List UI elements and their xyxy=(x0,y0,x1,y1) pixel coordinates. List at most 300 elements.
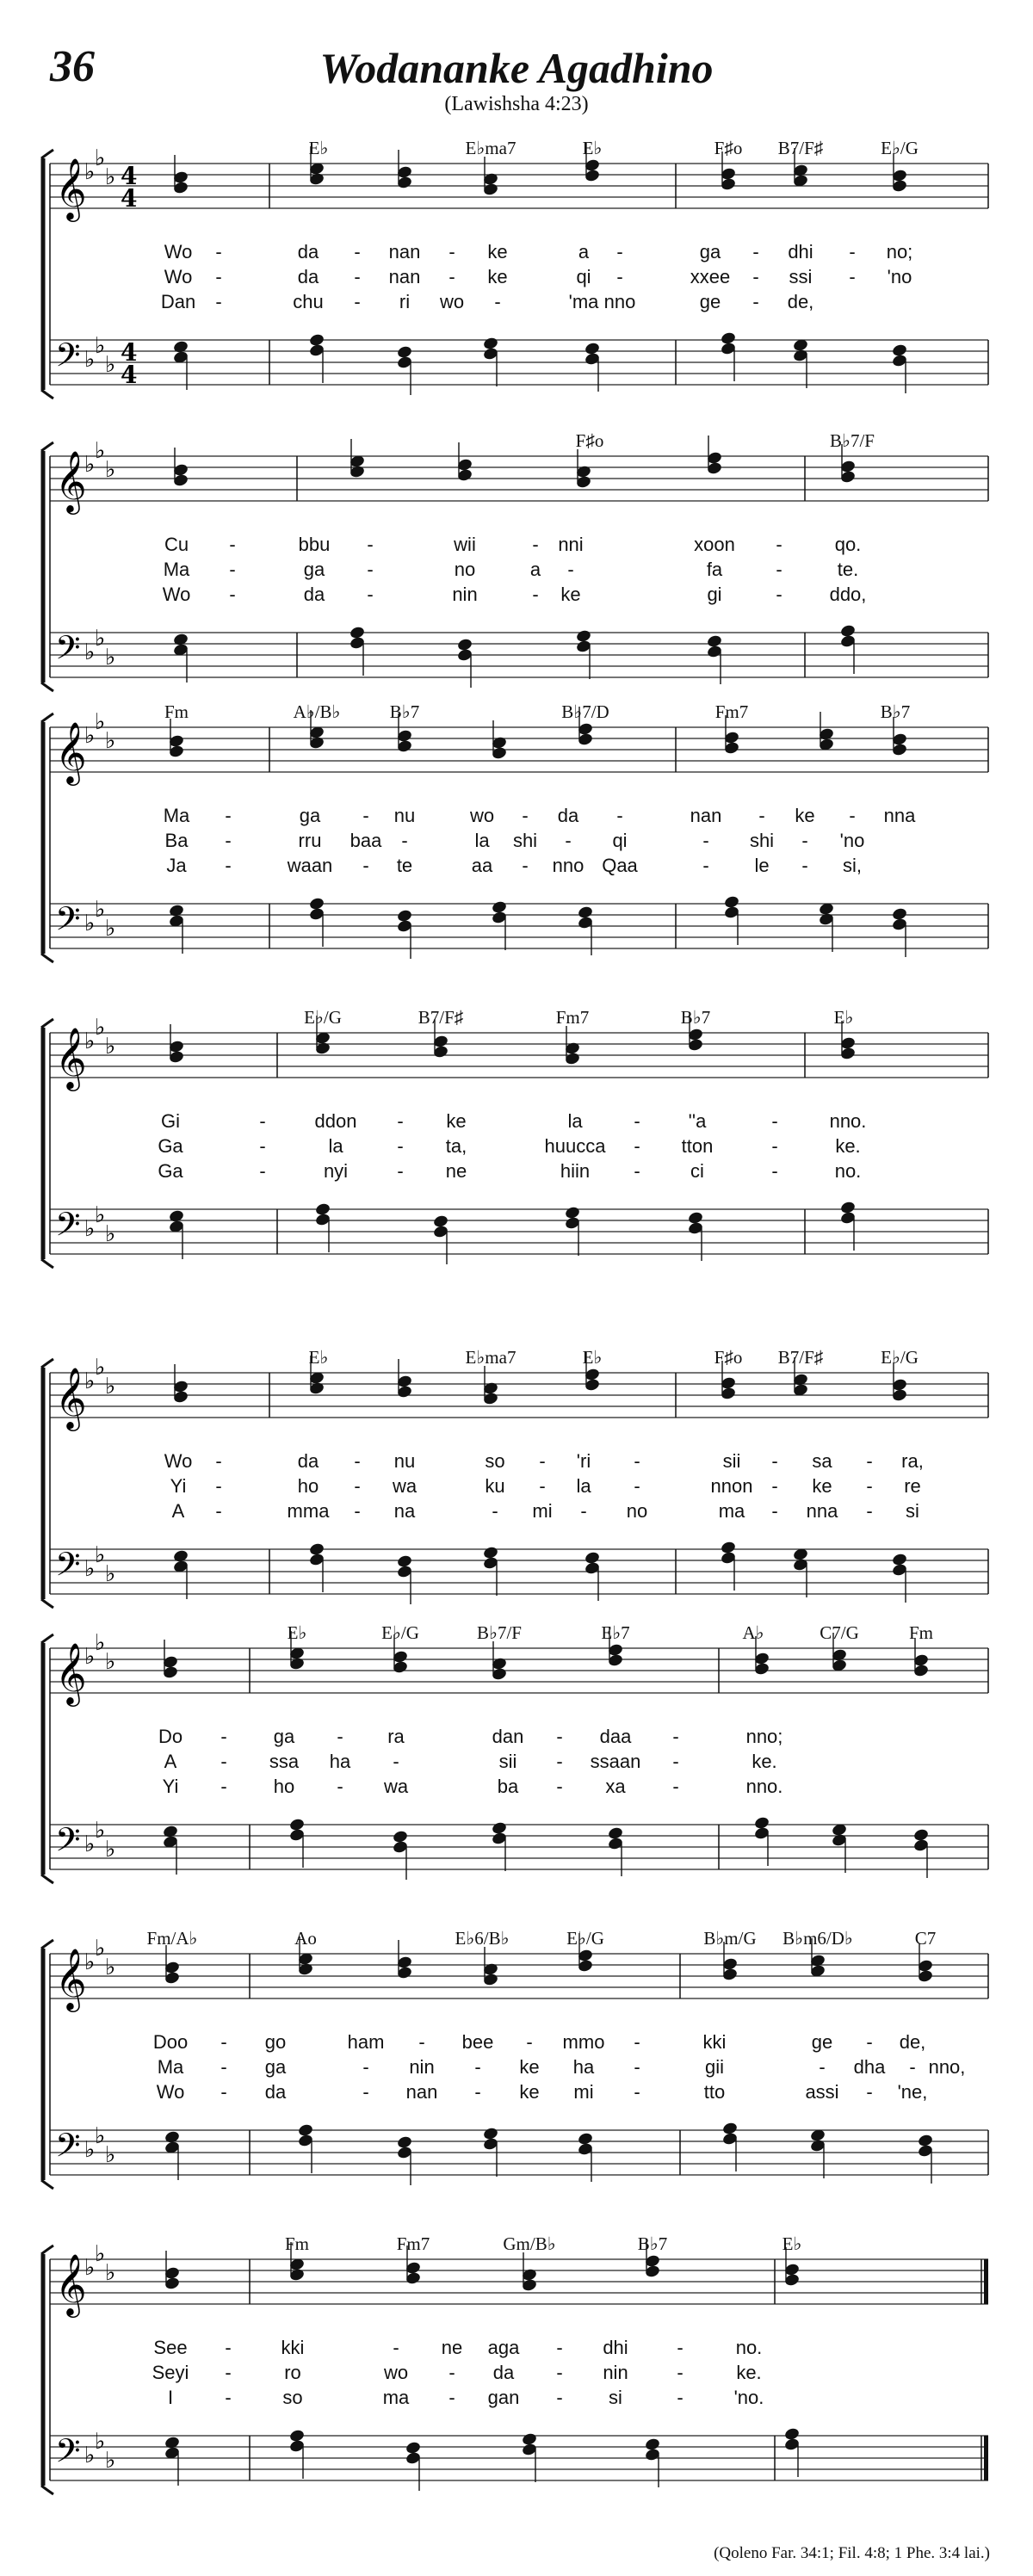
lyric-verse-2-syllable: gii xyxy=(704,2056,725,2078)
lyric-verse-3-syllable: A xyxy=(171,1500,185,1522)
lyric-verse-2-syllable: da xyxy=(492,2362,515,2383)
lyric-verse-2-syllable: nin xyxy=(603,2362,628,2383)
lyric-verse-3-syllable: nno xyxy=(603,291,636,312)
lyric-verse-2-syllable: ro xyxy=(284,2362,301,2383)
lyric-verse-1-syllable: - xyxy=(677,2337,684,2358)
key-signature-flat-icon: ♭ xyxy=(95,1936,106,1961)
treble-staff xyxy=(50,727,988,772)
lyric-verse-1-syllable: - xyxy=(672,1726,679,1747)
lyric-verse-2-syllable: 'no xyxy=(839,830,865,851)
note-head xyxy=(917,2134,933,2184)
hymn-number: 36 xyxy=(50,42,95,91)
chord-symbol: E♭/G xyxy=(381,1622,419,1643)
lyric-verse-3-syllable: ba xyxy=(497,1776,519,1797)
note-head xyxy=(164,2251,180,2290)
note-head xyxy=(584,342,600,392)
lyric-verse-1-syllable: - xyxy=(215,241,222,263)
lyric-verse-2-syllable: ho xyxy=(297,1475,319,1497)
lyric-verse-2-syllable: Seyi xyxy=(152,2362,189,2383)
key-signature-flat-icon: ♭ xyxy=(95,1818,106,1844)
staff-system-graphic xyxy=(0,2229,1033,2539)
lyric-verse-2-syllable: - xyxy=(771,1475,778,1497)
lyric-verse-1-syllable: Wo xyxy=(164,241,193,263)
music-system xyxy=(0,426,1033,736)
chord-symbol: B♭m/G xyxy=(703,1928,757,1949)
note-head xyxy=(396,345,412,395)
lyric-verse-2-syllable: ssa xyxy=(269,1751,300,1772)
chord-symbol: E♭6/B♭ xyxy=(455,1928,510,1949)
lyric-verse-3-syllable: 'ma xyxy=(568,291,599,312)
lyric-verse-3-syllable: I xyxy=(167,2387,174,2408)
lyric-verse-2-syllable: - xyxy=(702,830,709,851)
staff-system-graphic xyxy=(0,697,1033,1007)
lyric-verse-1-syllable: Doo xyxy=(152,2031,189,2053)
note-head xyxy=(607,1826,623,1876)
note-head xyxy=(164,2130,180,2180)
lyric-verse-1-syllable: ge xyxy=(811,2031,833,2053)
lyric-verse-1-syllable: qo. xyxy=(834,534,862,555)
lyric-verse-2-syllable: Wo xyxy=(164,266,193,287)
note-head xyxy=(491,1641,507,1681)
note-head xyxy=(792,338,808,388)
treble-clef-icon: 𝄞 xyxy=(55,449,87,512)
chord-symbol: E♭ xyxy=(308,138,329,158)
lyric-verse-2-syllable: huucca xyxy=(544,1135,606,1157)
lyric-verse-2-syllable: ga xyxy=(303,559,325,580)
note-head xyxy=(172,633,189,683)
chord-symbol: Fm7 xyxy=(714,701,749,722)
bass-staff xyxy=(50,1549,988,1594)
note-head xyxy=(288,2429,305,2479)
note-head xyxy=(349,439,365,479)
lyric-verse-2-syllable: - xyxy=(225,2362,232,2383)
lyric-verse-1-syllable: - xyxy=(776,534,782,555)
scripture-reference: (Lawishsha 4:23) xyxy=(444,93,589,115)
lyric-verse-3-syllable: nno. xyxy=(745,1776,783,1797)
chord-symbol: B♭7/D xyxy=(561,701,609,722)
lyric-verse-3-syllable: de, xyxy=(787,291,814,312)
lyric-verse-1-syllable: kki xyxy=(702,2031,727,2053)
chord-symbol: Fm7 xyxy=(396,2233,430,2254)
lyric-verse-1-syllable: ga xyxy=(699,241,721,263)
key-signature-flat-icon: ♭ xyxy=(84,1556,96,1582)
lyric-verse-3-syllable: nno xyxy=(552,855,585,876)
lyric-verse-2-syllable: dha xyxy=(853,2056,886,2078)
key-signature-flat-icon: ♭ xyxy=(95,1355,106,1381)
lyric-verse-2-syllable: - xyxy=(819,2056,826,2078)
lyric-verse-1-syllable: ne xyxy=(441,2337,463,2358)
key-signature-flat-icon: ♭ xyxy=(95,2241,106,2267)
music-system xyxy=(0,2229,1033,2539)
lyric-verse-3-syllable: - xyxy=(337,1776,343,1797)
lyric-verse-2-syllable: ke. xyxy=(752,1751,777,1772)
lyric-verse-2-syllable: la xyxy=(576,1475,591,1497)
note-head xyxy=(172,155,189,195)
chord-symbol: B♭7/F xyxy=(477,1622,522,1643)
lyric-verse-3-syllable: ge xyxy=(699,291,721,312)
lyric-verse-3-syllable: mi xyxy=(573,2081,594,2103)
lyric-verse-3-syllable: - xyxy=(225,2387,232,2408)
staff-system-graphic xyxy=(0,1343,1033,1652)
lyric-verse-1-syllable: Wo xyxy=(164,1450,193,1472)
chord-symbol: B7/F♯ xyxy=(777,1347,824,1368)
lyric-verse-2-syllable: - xyxy=(565,830,572,851)
key-signature-flat-icon: ♭ xyxy=(95,2429,106,2455)
lyric-verse-3-syllable: te xyxy=(396,855,413,876)
lyric-verse-3-syllable: na xyxy=(393,1500,416,1522)
lyric-verse-3-syllable: ho xyxy=(273,1776,295,1797)
lyric-verse-3-syllable: - xyxy=(397,1160,404,1182)
lyric-verse-3-syllable: nna xyxy=(806,1500,838,1522)
key-signature-flat-icon: ♭ xyxy=(95,438,106,464)
note-head xyxy=(314,1202,331,1252)
note-head xyxy=(297,2123,313,2173)
lyric-verse-3-syllable: wa xyxy=(383,1776,409,1797)
lyric-verse-2-syllable: la xyxy=(474,830,490,851)
lyric-verse-1-syllable: - xyxy=(616,241,623,263)
lyric-verse-3-syllable: - xyxy=(494,291,501,312)
lyric-verse-3-syllable: Ja xyxy=(166,855,187,876)
lyric-verse-3-syllable: tto xyxy=(703,2081,726,2103)
lyric-verse-2-syllable: Ga xyxy=(158,1135,183,1157)
lyric-verse-1-syllable: ke xyxy=(487,241,508,263)
lyric-verse-1-syllable: nni xyxy=(558,534,584,555)
lyric-verse-1-syllable: - xyxy=(354,241,361,263)
note-head xyxy=(577,2132,593,2182)
note-head xyxy=(491,900,507,950)
lyric-verse-2-syllable: - xyxy=(215,266,222,287)
lyric-verse-1-syllable: - xyxy=(866,1450,873,1472)
chord-symbol: E♭ xyxy=(308,1347,329,1368)
note-head xyxy=(482,1947,498,1986)
lyric-verse-2-syllable: - xyxy=(401,830,408,851)
lyric-verse-1-syllable: - xyxy=(220,2031,227,2053)
lyric-verse-1-syllable: - xyxy=(448,241,455,263)
lyric-verse-1-syllable: - xyxy=(259,1110,266,1132)
note-head xyxy=(172,448,189,487)
lyric-verse-2-syllable: - xyxy=(567,559,574,580)
chord-symbol: Fm xyxy=(284,2233,310,2254)
lyric-verse-1-syllable: - xyxy=(771,1450,778,1472)
lyric-verse-1-syllable: - xyxy=(225,805,232,826)
chord-symbol: Fm xyxy=(908,1622,934,1643)
note-head xyxy=(432,1214,448,1264)
chord-symbol: E♭ xyxy=(833,1007,854,1028)
lyric-verse-1-syllable: sa xyxy=(812,1450,832,1472)
treble-clef-icon: 𝄞 xyxy=(55,1641,87,1704)
lyric-verse-3-syllable: - xyxy=(259,1160,266,1182)
key-signature-flat-icon: ♭ xyxy=(105,916,116,942)
lyric-verse-2-syllable: qi xyxy=(612,830,628,851)
chord-symbol: A♭/B♭ xyxy=(293,701,341,722)
lyric-verse-2-syllable: - xyxy=(220,2056,227,2078)
lyric-verse-2-syllable: - xyxy=(367,559,374,580)
lyric-verse-3-syllable: mma xyxy=(287,1500,330,1522)
chord-symbol: Fm/A♭ xyxy=(146,1928,198,1949)
lyric-verse-2-syllable: shi xyxy=(512,830,538,851)
lyric-verse-1-syllable: mmo xyxy=(562,2031,605,2053)
note-head xyxy=(491,1821,507,1871)
key-signature-flat-icon: ♭ xyxy=(84,1949,96,1975)
lyric-verse-1-syllable: - xyxy=(532,534,539,555)
lyric-verse-1-syllable: - xyxy=(397,1110,404,1132)
lyric-verse-3-syllable: - xyxy=(801,855,808,876)
lyric-verse-3-syllable: Wo xyxy=(162,584,191,605)
lyric-verse-3-syllable: ne xyxy=(445,1160,467,1182)
lyric-verse-3-syllable: 'ne, xyxy=(897,2081,928,2103)
treble-clef-icon: 𝄞 xyxy=(55,720,87,783)
lyric-verse-1-syllable: ga xyxy=(273,1726,295,1747)
note-head xyxy=(818,712,834,751)
lyric-verse-2-syllable: - xyxy=(474,2056,481,2078)
note-head xyxy=(564,1206,580,1256)
lyric-verse-3-syllable: Wo xyxy=(156,2081,185,2103)
chord-symbol: Ao xyxy=(294,1928,317,1949)
lyric-verse-3-syllable: Yi xyxy=(162,1776,179,1797)
chord-symbol: E♭ xyxy=(287,1622,307,1643)
key-signature-flat-icon: ♭ xyxy=(84,347,96,373)
note-head xyxy=(456,442,473,482)
lyric-verse-2-syllable: te. xyxy=(837,559,859,580)
lyric-verse-2-syllable: - xyxy=(634,1135,640,1157)
footer-references: (Qoleno Far. 34:1; Fil. 4:8; 1 Phe. 3:4 lai.) xyxy=(714,2544,990,2562)
chord-symbol: E♭7 xyxy=(601,1622,630,1643)
lyric-verse-2-syllable: ha xyxy=(572,2056,595,2078)
chord-symbol: B♭7 xyxy=(389,701,420,722)
lyric-verse-2-syllable: - xyxy=(771,1135,778,1157)
lyric-verse-2-syllable: ha xyxy=(329,1751,351,1772)
lyric-verse-2-syllable: - xyxy=(397,1135,404,1157)
chord-symbol: B♭7 xyxy=(637,2233,668,2254)
chord-symbol: C7/G xyxy=(820,1622,859,1643)
lyric-verse-2-syllable: da xyxy=(297,266,319,287)
key-signature-flat-icon: ♭ xyxy=(105,2448,116,2474)
chord-symbol: E♭ xyxy=(782,2233,802,2254)
lyric-verse-1-syllable: ''a xyxy=(688,1110,707,1132)
lyric-verse-1-syllable: nu xyxy=(393,805,416,826)
lyric-verse-2-syllable: qi xyxy=(576,266,591,287)
lyric-verse-2-syllable: Yi xyxy=(170,1475,187,1497)
final-barline xyxy=(984,2436,988,2480)
lyric-verse-3-syllable: - xyxy=(556,2387,563,2408)
lyric-verse-2-syllable: - xyxy=(259,1135,266,1157)
key-signature-flat-icon: ♭ xyxy=(105,1374,116,1399)
lyric-verse-2-syllable: ke. xyxy=(835,1135,861,1157)
lyric-verse-2-syllable: nan xyxy=(388,266,421,287)
lyric-verse-3-syllable: - xyxy=(771,1160,778,1182)
lyric-verse-1-syllable: - xyxy=(556,2337,563,2358)
key-signature-flat-icon: ♭ xyxy=(105,1034,116,1059)
lyric-verse-3-syllable: no xyxy=(626,1500,648,1522)
lyric-verse-2-syllable: - xyxy=(752,266,759,287)
lyric-verse-1-syllable: - xyxy=(616,805,623,826)
lyric-verse-2-syllable: nno, xyxy=(928,2056,966,2078)
lyric-verse-3-syllable: si, xyxy=(843,855,862,876)
chord-symbol: E♭ma7 xyxy=(465,138,516,158)
lyric-verse-1-syllable: ra xyxy=(387,1726,405,1747)
lyric-verse-2-syllable: - xyxy=(354,266,361,287)
lyric-verse-1-syllable: - xyxy=(849,241,856,263)
bass-clef-icon: 𝄢 xyxy=(55,628,81,675)
lyric-verse-2-syllable: ssaan xyxy=(590,1751,641,1772)
key-signature-flat-icon: ♭ xyxy=(95,145,106,171)
chord-symbol: E♭/G xyxy=(566,1928,604,1949)
lyric-verse-3-syllable: ma xyxy=(718,1500,745,1522)
lyric-verse-2-syllable: - xyxy=(634,2056,640,2078)
key-signature-flat-icon: ♭ xyxy=(84,452,96,478)
time-signature-denominator: 4 xyxy=(121,184,138,213)
treble-clef-icon: 𝄞 xyxy=(55,1026,87,1089)
lyric-verse-2-syllable: ke xyxy=(812,1475,832,1497)
key-signature-flat-icon: ♭ xyxy=(84,1832,96,1857)
lyric-verse-3-syllable: assi xyxy=(805,2081,839,2103)
note-head xyxy=(162,1640,178,1679)
note-head xyxy=(172,1549,189,1599)
lyric-verse-3-syllable: nan xyxy=(405,2081,438,2103)
lyric-verse-1-syllable: aga xyxy=(487,2337,520,2358)
lyric-verse-2-syllable: Ma xyxy=(157,2056,184,2078)
lyric-verse-3-syllable: ri xyxy=(399,291,411,312)
lyric-verse-2-syllable: ke. xyxy=(736,2362,762,2383)
lyric-verse-1-syllable: - xyxy=(354,1450,361,1472)
lyric-verse-1-syllable: - xyxy=(367,534,374,555)
lyric-verse-1-syllable: - xyxy=(771,1110,778,1132)
note-head xyxy=(482,1546,498,1596)
lyric-verse-3-syllable: ddo, xyxy=(829,584,867,605)
lyric-verse-2-syllable: la xyxy=(328,1135,343,1157)
chord-symbol: F♯o xyxy=(714,1347,743,1368)
key-signature-flat-icon: ♭ xyxy=(84,1029,96,1054)
lyric-verse-2-syllable: shi xyxy=(749,830,775,851)
lyric-verse-3-syllable: wo xyxy=(439,291,465,312)
lyric-verse-1-syllable: dan xyxy=(492,1726,524,1747)
note-head xyxy=(396,2135,412,2185)
lyric-verse-3-syllable: gi xyxy=(707,584,722,605)
note-head xyxy=(706,436,722,475)
lyric-verse-2-syllable: - xyxy=(849,266,856,287)
key-signature-flat-icon: ♭ xyxy=(105,1837,116,1863)
note-head xyxy=(392,1830,408,1880)
lyric-verse-2-syllable: 'no xyxy=(887,266,912,287)
note-head xyxy=(396,150,412,189)
lyric-verse-1-syllable: Gi xyxy=(161,1110,180,1132)
lyric-verse-1-syllable: wii xyxy=(454,534,476,555)
bass-clef-icon: 𝄢 xyxy=(55,1545,81,1591)
note-head xyxy=(818,902,834,952)
lyric-verse-2-syllable: - xyxy=(229,559,236,580)
music-system xyxy=(0,1343,1033,1652)
lyric-verse-3-syllable: - xyxy=(522,855,529,876)
note-head xyxy=(482,337,498,386)
lyric-verse-3-syllable: - xyxy=(354,291,361,312)
lyric-verse-1-syllable: - xyxy=(220,1726,227,1747)
note-head xyxy=(288,1818,305,1868)
lyric-verse-1-syllable: - xyxy=(556,1726,563,1747)
staff-system-graphic xyxy=(0,1003,1033,1313)
lyric-verse-3-syllable: Ga xyxy=(158,1160,183,1182)
note-head xyxy=(584,1551,600,1601)
note-head xyxy=(396,1940,412,1980)
note-head xyxy=(491,720,507,760)
bass-staff xyxy=(50,2436,988,2480)
lyric-verse-3-syllable: no. xyxy=(834,1160,862,1182)
bass-clef-icon: 𝄢 xyxy=(55,1205,81,1251)
chord-symbol: Gm/B♭ xyxy=(503,2233,556,2254)
note-head xyxy=(644,2437,660,2487)
lyric-verse-1-syllable: no. xyxy=(735,2337,763,2358)
lyric-verse-2-syllable: - xyxy=(634,1475,640,1497)
key-signature-flat-icon: ♭ xyxy=(84,159,96,185)
key-signature-flat-icon: ♭ xyxy=(84,1216,96,1242)
lyric-verse-3-syllable: hiin xyxy=(560,1160,591,1182)
key-signature-flat-icon: ♭ xyxy=(84,2443,96,2468)
lyric-verse-1-syllable: sii xyxy=(722,1450,741,1472)
lyric-verse-3-syllable: - xyxy=(771,1500,778,1522)
lyric-verse-2-syllable: - xyxy=(220,1751,227,1772)
note-head xyxy=(396,909,412,959)
lyric-verse-3-syllable: - xyxy=(354,1500,361,1522)
lyric-verse-3-syllable: - xyxy=(225,855,232,876)
lyric-verse-3-syllable: so xyxy=(282,2387,303,2408)
note-head xyxy=(482,1366,498,1405)
chord-symbol: E♭/G xyxy=(304,1007,342,1028)
lyric-verse-1-syllable: no; xyxy=(886,241,913,263)
lyric-verse-3-syllable: - xyxy=(215,1500,222,1522)
lyric-verse-3-syllable: - xyxy=(677,2387,684,2408)
lyric-verse-1-syllable: bee xyxy=(461,2031,494,2053)
lyric-verse-3-syllable: le xyxy=(754,855,770,876)
key-signature-flat-icon: ♭ xyxy=(105,1955,116,1980)
lyric-verse-3-syllable: - xyxy=(492,1500,498,1522)
time-signature-denominator: 4 xyxy=(121,361,138,389)
lyric-verse-2-syllable: - xyxy=(776,559,782,580)
lyric-verse-1-syllable: dhi xyxy=(603,2337,628,2358)
note-head xyxy=(706,634,722,684)
lyric-verse-2-syllable: - xyxy=(556,1751,563,1772)
note-head xyxy=(308,897,325,947)
chord-symbol: A♭ xyxy=(742,1622,764,1643)
lyric-verse-2-syllable: re xyxy=(904,1475,921,1497)
lyric-verse-2-syllable: - xyxy=(672,1751,679,1772)
note-head xyxy=(891,343,907,393)
note-head xyxy=(482,2127,498,2177)
lyric-verse-3-syllable: - xyxy=(634,1160,640,1182)
note-head xyxy=(162,1825,178,1875)
lyric-verse-2-syllable: Ma xyxy=(163,559,190,580)
lyric-verse-2-syllable: wo xyxy=(383,2362,409,2383)
lyric-verse-3-syllable: - xyxy=(556,1776,563,1797)
lyric-verse-1-syllable: nno; xyxy=(745,1726,783,1747)
note-head xyxy=(164,1945,180,1985)
note-head xyxy=(575,629,591,679)
lyric-verse-1-syllable: - xyxy=(215,1450,222,1472)
lyric-verse-3-syllable: ma xyxy=(382,2387,410,2408)
lyric-verse-2-syllable: Ba xyxy=(164,830,189,851)
lyric-verse-2-syllable: ke xyxy=(487,266,508,287)
lyric-verse-1-syllable: - xyxy=(526,2031,533,2053)
lyric-verse-3-syllable: nin xyxy=(452,584,478,605)
lyric-verse-1-syllable: - xyxy=(849,805,856,826)
treble-clef-icon: 𝄞 xyxy=(55,1366,87,1429)
lyric-verse-1-syllable: nno. xyxy=(829,1110,867,1132)
note-head xyxy=(168,904,184,954)
lyric-verse-3-syllable: - xyxy=(220,2081,227,2103)
lyric-verse-3-syllable: - xyxy=(362,2081,369,2103)
bass-clef-icon: 𝄢 xyxy=(55,2431,81,2478)
lyric-verse-1-syllable: dhi xyxy=(788,241,813,263)
lyric-verse-1-syllable: - xyxy=(634,1110,640,1132)
key-signature-flat-icon: ♭ xyxy=(105,2142,116,2168)
